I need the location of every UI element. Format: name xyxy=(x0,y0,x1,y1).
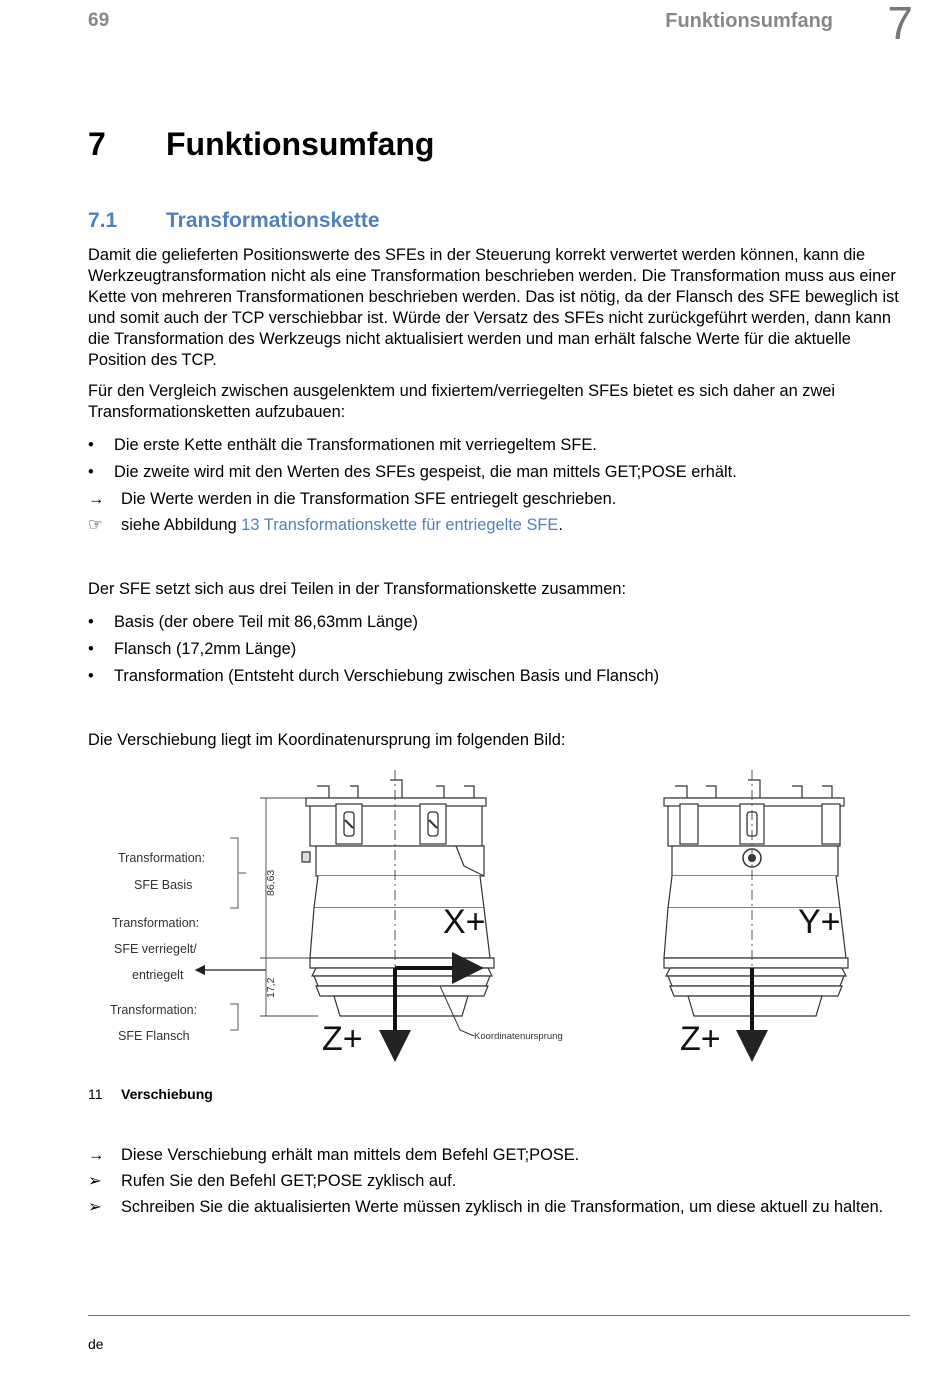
list-item xyxy=(88,1145,910,1166)
axis-label-z-left: Z+ xyxy=(322,1020,363,1058)
list-item xyxy=(88,462,910,483)
list-item-text: Rufen Sie den Befehl GET;POSE zyklisch auf. xyxy=(121,1172,457,1190)
intro-block xyxy=(88,245,910,371)
label-brackets xyxy=(230,838,246,1030)
list-item xyxy=(88,666,910,687)
label-basis-line2: SFE Basis xyxy=(134,878,193,892)
sfe-drawing xyxy=(88,768,868,1068)
compare-paragraph: Für den Vergleich zwischen ausgelenktem und fixiertem/verriegelten SFEs bietet es sich daher an zwei Transformationsketten aufzubauen: xyxy=(88,382,836,421)
chain-list xyxy=(88,435,910,536)
footer-divider xyxy=(88,1315,910,1316)
origin-label: Koordinatenursprung xyxy=(474,1031,563,1042)
label-lock-line1: Transformation: xyxy=(112,916,200,930)
action-list xyxy=(88,1145,910,1218)
figure-caption-text: Verschiebung xyxy=(121,1086,213,1102)
see-reference xyxy=(88,515,910,536)
chapter-heading-title: Funktionsumfang xyxy=(166,126,435,162)
sfe-left-body xyxy=(302,780,494,1016)
list-item-text: Flansch (17,2mm Länge) xyxy=(114,640,297,658)
section-heading-title: Transformationskette xyxy=(166,209,380,232)
transformation-labels xyxy=(110,851,205,1043)
list-item-text: Die zweite wird mit den Werten des SFEs gespeist, die man mittels GET;POSE erhält. xyxy=(114,463,737,481)
compare-block xyxy=(88,381,910,423)
dimension-flansch: 17,2 xyxy=(265,977,277,998)
list-item-text: Transformation (Entsteht durch Verschiebung zwischen Basis und Flansch) xyxy=(114,667,660,685)
list-item-text: Die Werte werden in die Transformation SFE entriegelt geschrieben. xyxy=(121,490,617,508)
intro-paragraph: Damit die gelieferten Positionswerte des SFEs in der Steuerung korrekt verwertet werden können, kann die Werkzeugtransformation nicht als eine Transformation beschrieben werden. Die Transformation muss aus einer Kette von mehreren Transformationen beschrieben werden. Das ist nötig, da der Flansch des SFE beweglich ist und somit auch der TCP verschiebbar ist. Würde der Versatz des SFEs nicht zurückgeführt werden, dann kann die Transformation des Werkzeugs nicht aktualisiert werden und man erhält falsche Werte für die aktuelle Position des TCP. xyxy=(88,246,899,369)
page-number: 69 xyxy=(88,10,110,31)
bullet-icon: • xyxy=(88,436,94,454)
list-item xyxy=(88,1171,910,1192)
figure-caption xyxy=(88,1086,213,1102)
bullet-icon: • xyxy=(88,463,94,481)
arrowhead-bullet-icon: ➢ xyxy=(88,1172,102,1190)
list-item xyxy=(88,612,910,633)
sfe-right-body xyxy=(664,780,848,1016)
chapter-heading-number: 7 xyxy=(88,126,106,162)
list-item-text: Die erste Kette enthält die Transformationen mit verriegeltem SFE. xyxy=(114,436,597,454)
axis-label-x: X+ xyxy=(443,903,486,941)
arrow-right-icon: → xyxy=(88,490,105,508)
section-heading-number: 7.1 xyxy=(88,209,118,232)
see-reference-prefix: siehe Abbildung xyxy=(121,516,242,534)
section-heading xyxy=(88,209,380,233)
figure-caption-number: 11 xyxy=(88,1086,103,1102)
parts-block xyxy=(88,579,910,600)
shift-paragraph: Die Verschiebung liegt im Koordinatenursprung im folgenden Bild: xyxy=(88,731,566,749)
parts-list xyxy=(88,612,910,687)
pointing-hand-icon: ☞ xyxy=(88,516,103,534)
bullet-icon: • xyxy=(88,613,94,631)
chapter-heading xyxy=(88,126,434,163)
arrow-right-icon: → xyxy=(88,1146,105,1164)
bullet-icon: • xyxy=(88,667,94,685)
list-item-text: Basis (der obere Teil mit 86,63mm Länge) xyxy=(114,613,418,631)
footer-language: de xyxy=(88,1336,104,1352)
list-item-text: Schreiben Sie die aktualisierten Werte müssen zyklisch in die Transformation, um diese aktuell zu halten. xyxy=(121,1198,884,1216)
sfe-figure xyxy=(88,768,868,1068)
list-item xyxy=(88,435,910,456)
figure-link[interactable]: 13 Transformationskette für entriegelte SFE xyxy=(241,516,559,534)
running-chapter-title: Funktionsumfang xyxy=(665,10,833,32)
list-item xyxy=(88,489,910,510)
running-chapter-number: 7 xyxy=(887,0,913,49)
see-reference-suffix: . xyxy=(558,516,563,534)
label-lock-line3: entriegelt xyxy=(132,968,184,982)
axis-label-y: Y+ xyxy=(798,903,841,941)
list-item xyxy=(88,1197,910,1218)
parts-paragraph: Der SFE setzt sich aus drei Teilen in der Transformationskette zusammen: xyxy=(88,580,627,598)
dimension-basis: 86,63 xyxy=(265,869,277,896)
label-basis-line1: Transformation: xyxy=(118,851,206,865)
bullet-icon: • xyxy=(88,640,94,658)
axis-label-z-right: Z+ xyxy=(680,1020,721,1058)
list-item xyxy=(88,639,910,660)
label-lock-line2: SFE verriegelt/ xyxy=(114,942,197,956)
shift-block xyxy=(88,730,910,751)
label-flansch-line1: Transformation: xyxy=(110,1003,198,1017)
list-item-text: Diese Verschiebung erhält man mittels dem Befehl GET;POSE. xyxy=(121,1146,580,1164)
arrowhead-bullet-icon: ➢ xyxy=(88,1198,102,1216)
label-flansch-line2: SFE Flansch xyxy=(118,1029,190,1043)
